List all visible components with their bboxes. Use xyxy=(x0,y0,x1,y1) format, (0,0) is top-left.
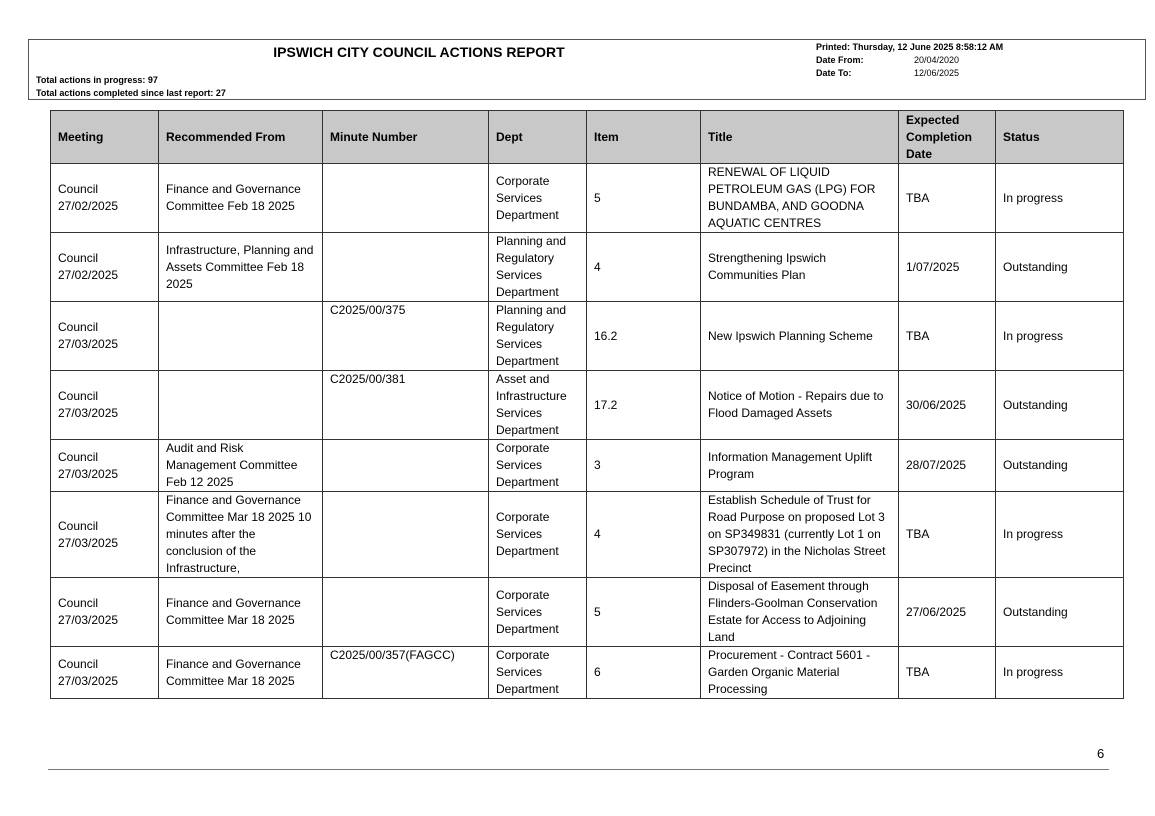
table-row xyxy=(51,371,1124,440)
cell-minute-number: C2025/00/381 xyxy=(323,371,489,440)
actions-table xyxy=(50,110,1124,699)
total-in-progress: Total actions in progress: 97 xyxy=(36,75,158,85)
date-to-value: 12/06/2025 xyxy=(914,68,960,78)
cell-meeting: Council 27/03/2025 xyxy=(51,371,159,440)
cell-minute-number: C2025/00/357(FAGCC) xyxy=(323,647,489,699)
cell-title: Establish Schedule of Trust for Road Purpose on proposed Lot 3 on SP349831 (currently Lot 1 on SP307972) in the Nicholas Street Precinct xyxy=(701,492,899,578)
printed-date: Printed: Thursday, 12 June 2025 8:58:12 AM xyxy=(816,42,1004,52)
footer-divider xyxy=(48,769,1109,770)
report-header xyxy=(28,39,1146,100)
cell-minute-number xyxy=(323,440,489,492)
cell-recommended-from: Finance and Governance Committee Feb 18 2025 xyxy=(159,164,323,233)
cell-dept: Corporate Services Department xyxy=(489,164,587,233)
cell-dept: Corporate Services Department xyxy=(489,578,587,647)
cell-status: Outstanding xyxy=(996,371,1124,440)
cell-meeting: Council 27/03/2025 xyxy=(51,578,159,647)
cell-expected-completion-date: 28/07/2025 xyxy=(899,440,996,492)
date-to xyxy=(816,68,959,78)
cell-meeting: Council 27/03/2025 xyxy=(51,647,159,699)
cell-recommended-from xyxy=(159,302,323,371)
cell-title: Procurement - Contract 5601 - Garden Organic Material Processing xyxy=(701,647,899,699)
cell-meeting: Council 27/03/2025 xyxy=(51,440,159,492)
cell-status: Outstanding xyxy=(996,440,1124,492)
table-row xyxy=(51,302,1124,371)
cell-item: 5 xyxy=(587,578,701,647)
date-from xyxy=(816,55,959,65)
cell-recommended-from xyxy=(159,371,323,440)
cell-status: In progress xyxy=(996,492,1124,578)
table-row xyxy=(51,578,1124,647)
table-row xyxy=(51,492,1124,578)
cell-expected-completion-date: 27/06/2025 xyxy=(899,578,996,647)
column-header-expected-completion-date: Expected Completion Date xyxy=(899,111,996,164)
column-header-dept: Dept xyxy=(489,111,587,164)
cell-status: Outstanding xyxy=(996,578,1124,647)
column-header-item: Item xyxy=(587,111,701,164)
cell-expected-completion-date: TBA xyxy=(899,302,996,371)
cell-dept: Planning and Regulatory Services Department xyxy=(489,233,587,302)
cell-item: 17.2 xyxy=(587,371,701,440)
cell-title: RENEWAL OF LIQUID PETROLEUM GAS (LPG) FOR BUNDAMBA, AND GOODNA AQUATIC CENTRES xyxy=(701,164,899,233)
page-number: 6 xyxy=(1097,746,1105,761)
cell-item: 4 xyxy=(587,233,701,302)
cell-item: 16.2 xyxy=(587,302,701,371)
column-header-status: Status xyxy=(996,111,1124,164)
column-header-meeting: Meeting xyxy=(51,111,159,164)
cell-title: Strengthening Ipswich Communities Plan xyxy=(701,233,899,302)
cell-recommended-from: Infrastructure, Planning and Assets Committee Feb 18 2025 xyxy=(159,233,323,302)
cell-title: Disposal of Easement through Flinders-Goolman Conservation Estate for Access to Adjoining Land xyxy=(701,578,899,647)
cell-minute-number: C2025/00/375 xyxy=(323,302,489,371)
cell-expected-completion-date: 30/06/2025 xyxy=(899,371,996,440)
cell-expected-completion-date: 1/07/2025 xyxy=(899,233,996,302)
cell-status: In progress xyxy=(996,164,1124,233)
cell-title: Notice of Motion - Repairs due to Flood Damaged Assets xyxy=(701,371,899,440)
cell-item: 3 xyxy=(587,440,701,492)
cell-minute-number xyxy=(323,233,489,302)
cell-dept: Planning and Regulatory Services Department xyxy=(489,302,587,371)
date-to-label: Date To: xyxy=(816,68,852,78)
date-from-label: Date From: xyxy=(816,55,864,65)
cell-status: Outstanding xyxy=(996,233,1124,302)
cell-dept: Corporate Services Department xyxy=(489,647,587,699)
table-row xyxy=(51,233,1124,302)
cell-minute-number xyxy=(323,492,489,578)
cell-item: 6 xyxy=(587,647,701,699)
cell-expected-completion-date: TBA xyxy=(899,647,996,699)
cell-recommended-from: Finance and Governance Committee Mar 18 2025 10 minutes after the conclusion of the Infrastructure, xyxy=(159,492,323,578)
cell-expected-completion-date: TBA xyxy=(899,164,996,233)
cell-title: Information Management Uplift Program xyxy=(701,440,899,492)
table-row xyxy=(51,647,1124,699)
cell-recommended-from: Finance and Governance Committee Mar 18 2025 xyxy=(159,647,323,699)
cell-recommended-from: Finance and Governance Committee Mar 18 2025 xyxy=(159,578,323,647)
table-header-row xyxy=(51,111,1124,164)
cell-recommended-from: Audit and Risk Management Committee Feb 12 2025 xyxy=(159,440,323,492)
cell-title: New Ipswich Planning Scheme xyxy=(701,302,899,371)
column-header-title: Title xyxy=(701,111,899,164)
table-row xyxy=(51,164,1124,233)
cell-dept: Corporate Services Department xyxy=(489,440,587,492)
date-from-value: 20/04/2020 xyxy=(914,55,960,65)
column-header-recommended-from: Recommended From xyxy=(159,111,323,164)
cell-item: 5 xyxy=(587,164,701,233)
cell-meeting: Council 27/02/2025 xyxy=(51,233,159,302)
cell-meeting: Council 27/03/2025 xyxy=(51,302,159,371)
report-title: IPSWICH CITY COUNCIL ACTIONS REPORT xyxy=(273,44,565,60)
cell-minute-number xyxy=(323,164,489,233)
cell-meeting: Council 27/03/2025 xyxy=(51,492,159,578)
total-completed: Total actions completed since last report: 27 xyxy=(36,88,226,98)
cell-minute-number xyxy=(323,578,489,647)
cell-dept: Corporate Services Department xyxy=(489,492,587,578)
cell-expected-completion-date: TBA xyxy=(899,492,996,578)
column-header-minute-number: Minute Number xyxy=(323,111,489,164)
cell-status: In progress xyxy=(996,647,1124,699)
cell-status: In progress xyxy=(996,302,1124,371)
cell-meeting: Council 27/02/2025 xyxy=(51,164,159,233)
cell-dept: Asset and Infrastructure Services Department xyxy=(489,371,587,440)
cell-item: 4 xyxy=(587,492,701,578)
table-row xyxy=(51,440,1124,492)
